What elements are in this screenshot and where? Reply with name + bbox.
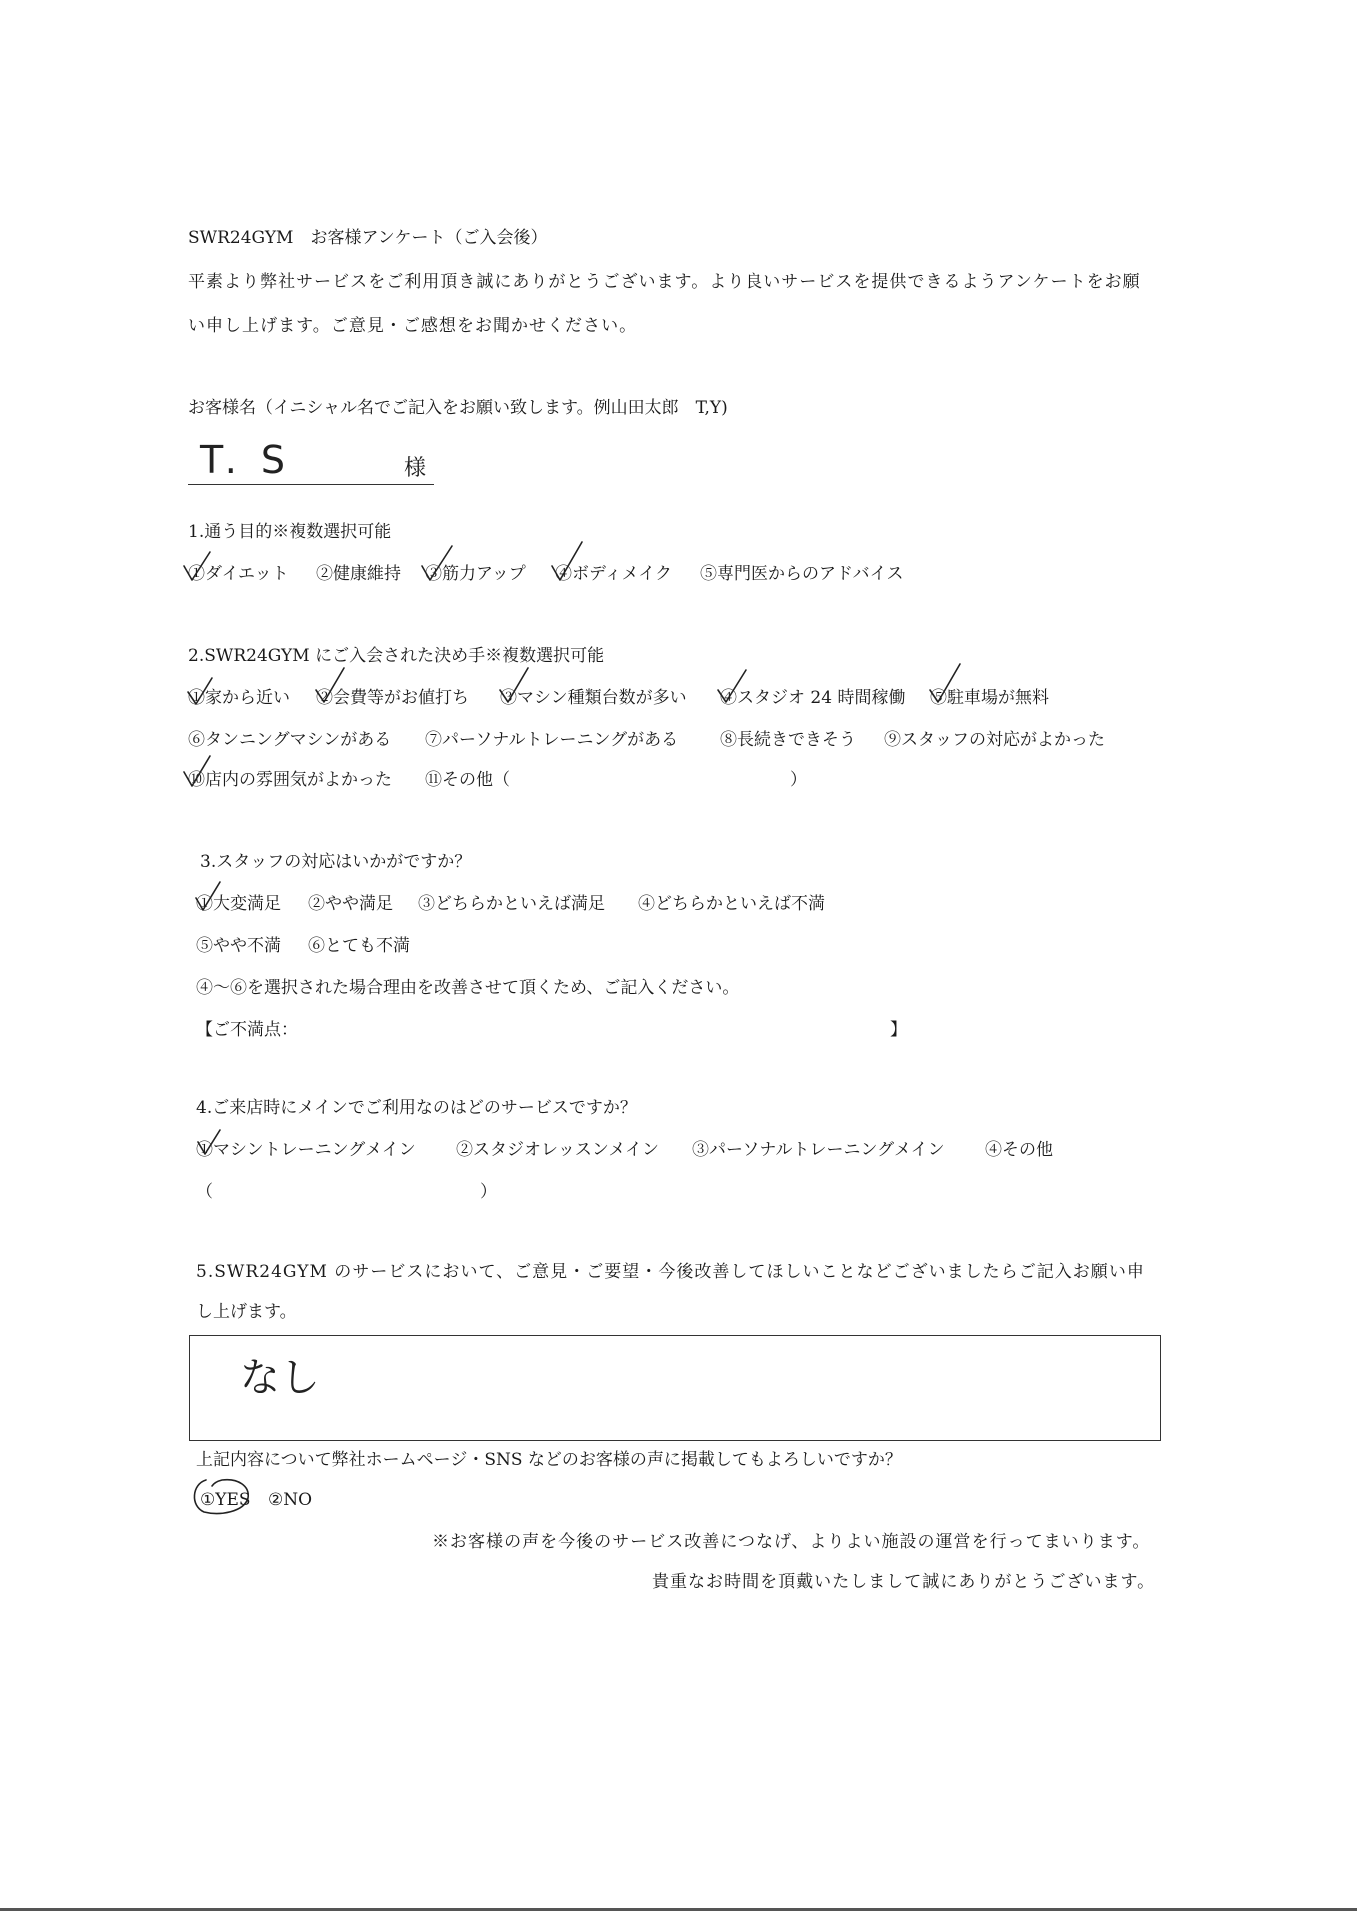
q2-option-11[interactable]: ⑪その他（ [425, 770, 510, 790]
q2-option-4[interactable]: ④スタジオ 24 時間稼働 [720, 688, 906, 708]
intro-line-2: い申し上げます。ご意見・ご感想をお聞かせください。 [188, 316, 638, 336]
q3-complaint-close: 】 [890, 1020, 907, 1040]
q2-check-2-icon [312, 664, 352, 710]
footer-line-2: 貴重なお時間を頂戴いたしまして誠にありがとうございます。 [652, 1572, 1156, 1592]
q1-option-3[interactable]: ③筋力アップ [425, 564, 526, 584]
q2-check-4-icon [714, 666, 754, 710]
footer-line-1: ※お客様の声を今後のサービス改善につなげ、よりよい施設の運営を行ってまいります。 [432, 1532, 1151, 1552]
q2-check-5-icon [926, 660, 966, 710]
consent-yes-circle-icon [188, 1476, 254, 1518]
scan-bottom-edge [0, 1908, 1357, 1911]
q1-check-3-icon [418, 542, 458, 588]
q5-answer-handwritten: なし [240, 1355, 320, 1401]
q2-option-5[interactable]: ⑤駐車場が無料 [930, 688, 1049, 708]
q2-check-3-icon [496, 664, 536, 710]
q4-other-open[interactable]: （ [196, 1182, 213, 1202]
q3-option-5[interactable]: ⑤やや不満 [196, 936, 281, 956]
q2-option-8[interactable]: ⑧長続きできそう [720, 730, 856, 750]
q3-note: ④～⑥を選択された場合理由を改善させて頂くため、ご記入ください。 [196, 978, 740, 998]
q3-complaint-open[interactable]: 【ご不満点： [196, 1020, 298, 1040]
q1-option-2[interactable]: ②健康維持 [316, 564, 401, 584]
q3-check-1-icon [192, 878, 228, 918]
q4-title: 4.ご来店時にメインでご利用なのはどのサービスですか？ [196, 1098, 637, 1118]
q2-option-3[interactable]: ③マシン種類台数が多い [500, 688, 687, 708]
customer-name-label: お客様名（イニシャル名でご記入をお願い致します。例山田太郎 T,Y) [188, 398, 728, 418]
q3-option-4[interactable]: ④どちらかといえば不満 [638, 894, 825, 914]
q4-check-1-icon [194, 1124, 230, 1164]
q2-option-9[interactable]: ⑨スタッフの対応がよかった [884, 730, 1105, 750]
q5-answer-box[interactable] [189, 1335, 1161, 1441]
q1-option-4[interactable]: ④ボディメイク [555, 564, 672, 584]
q3-option-1[interactable]: ①大変満足 [196, 894, 281, 914]
q5-title-line-1: 5.SWR24GYM のサービスにおいて、ご意見・ご要望・今後改善してほしいことなどございましたらご記入お願い申 [196, 1262, 1145, 1282]
q2-option-1[interactable]: ①家から近い [188, 688, 290, 708]
q4-other-close: ） [480, 1182, 497, 1202]
q3-option-6[interactable]: ⑥とても不満 [308, 936, 410, 956]
consent-question: 上記内容について弊社ホームページ・SNS などのお客様の声に掲載してもよろしいですか？ [196, 1450, 902, 1470]
q4-option-4[interactable]: ④その他 [985, 1140, 1053, 1160]
q2-other-close: ） [790, 770, 807, 790]
q1-check-4-icon [548, 538, 588, 588]
q3-option-2[interactable]: ②やや満足 [308, 894, 393, 914]
q2-option-2[interactable]: ②会費等がお値打ち [316, 688, 469, 708]
q2-option-10[interactable]: ⑩店内の雰囲気がよかった [188, 770, 392, 790]
q4-option-1[interactable]: ①マシントレーニングメイン [196, 1140, 416, 1160]
survey-title: SWR24GYM お客様アンケート（ご入会後） [188, 228, 548, 248]
q3-option-3[interactable]: ③どちらかといえば満足 [418, 894, 605, 914]
q1-title: 1.通う目的※複数選択可能 [188, 522, 392, 542]
q4-option-3[interactable]: ③パーソナルトレーニングメイン [692, 1140, 945, 1160]
q2-check-10-icon [180, 752, 220, 792]
q3-title: 3.スタッフの対応はいかがですか？ [200, 852, 472, 872]
q2-option-7[interactable]: ⑦パーソナルトレーニングがある [425, 730, 679, 750]
customer-name-handwritten[interactable]: T. S [200, 438, 291, 482]
q4-option-2[interactable]: ②スタジオレッスンメイン [456, 1140, 659, 1160]
customer-name-suffix: 様 [404, 456, 427, 481]
q2-option-6[interactable]: ⑥タンニングマシンがある [188, 730, 392, 750]
q1-check-1-icon [180, 548, 220, 588]
consent-no-option[interactable]: ②NO [268, 1490, 313, 1510]
consent-yes-option[interactable]: ①YES [200, 1490, 251, 1510]
q2-check-1-icon [184, 672, 224, 712]
q1-option-1[interactable]: ①ダイエット [188, 564, 289, 584]
q1-option-5[interactable]: ⑤専門医からのアドバイス [700, 564, 904, 584]
customer-name-underline [188, 484, 434, 485]
q2-title: 2.SWR24GYM にご入会された決め手※複数選択可能 [188, 646, 605, 666]
intro-line-1: 平素より弊社サービスをご利用頂き誠にありがとうございます。より良いサービスを提供できるようアンケートをお願 [188, 272, 1141, 292]
q5-title-line-2: し上げます。 [196, 1302, 297, 1322]
